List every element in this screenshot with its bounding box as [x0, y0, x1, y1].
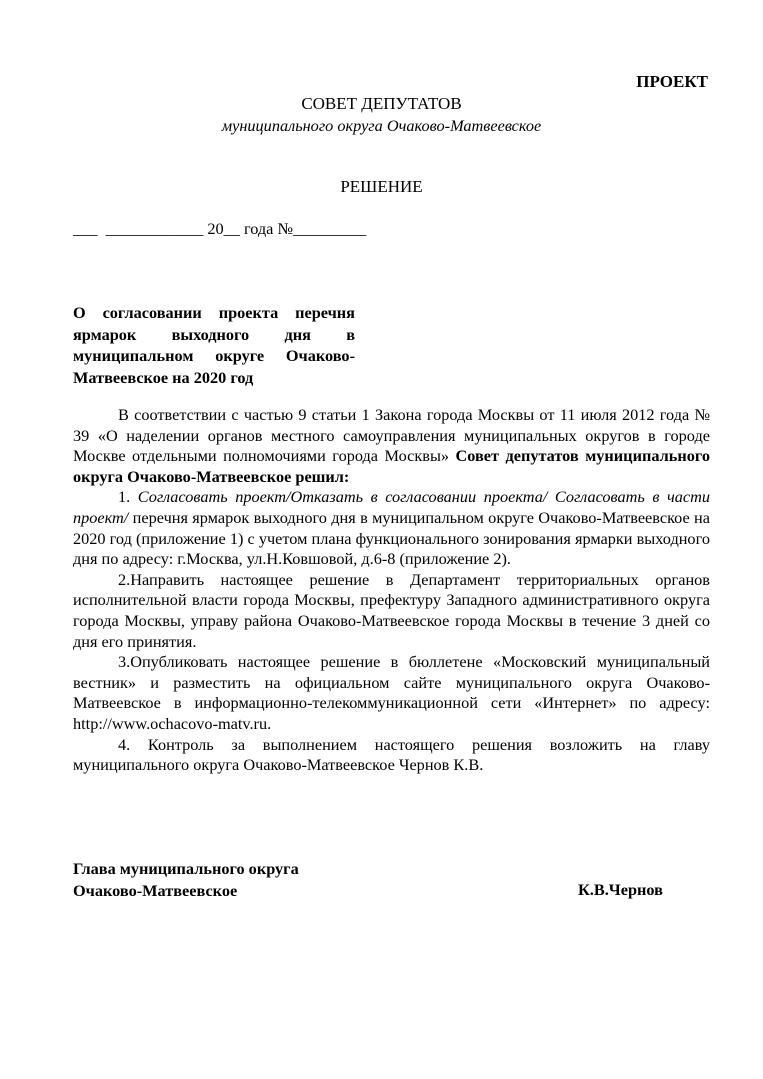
- decision-subject: О согласовании проекта перечня ярмарок выходного дня в муниципальном округе Очаково-Матвеевское на 2020 год: [73, 303, 355, 387]
- signature-name: К.В.Чернов: [578, 880, 663, 899]
- signature-title: [73, 858, 299, 902]
- item-4: 4. Контроль за выполнением настоящего решения возложить на главу муниципального округа Очаково-Матвеевское Чернов К.В.: [73, 734, 710, 775]
- decision-title: РЕШЕНИЕ: [340, 177, 423, 196]
- date-number-line: ___ ____________ 20__ года №_________: [73, 219, 367, 238]
- item-1-text: перечня ярмарок выходного дня в муниципальном округе Очаково-Матвеевское на 2020 год (приложение 1) с учетом плана функционального зонирования ярмарки выходного дня по адресу: г.Москва, ул.Н.Ковшовой, д.6-8 (приложение 2).: [73, 507, 710, 569]
- intro-text: В соответствии с частью 9 статьи 1 Закона города Москвы от 11 июля 2012 года № 39 «О наделении органов местного самоуправления муниципальных округов в городе Москве отдельными полномочиями города Москвы»: [73, 405, 710, 466]
- item-1-number: 1.: [118, 487, 138, 507]
- item-2: 2.Направить настоящее решение в Департамент территориальных органов исполнительной власти города Москвы, префектуру Западного административного округа города Москвы, управу района Очаково-Матвеевское города Москвы в течение 3 дней со дня его принятия.: [73, 569, 710, 651]
- signature-title-line1: Глава муниципального округа: [73, 859, 299, 878]
- draft-label: ПРОЕКТ: [636, 72, 708, 91]
- intro-paragraph: [73, 405, 710, 487]
- district-subtitle: муниципального округа Очаково-Матвеевское: [221, 116, 542, 135]
- decision-body: [73, 405, 710, 776]
- item-1: [73, 487, 710, 569]
- item-1-options: Согласовать проект/Отказать в согласовании проекта/ Согласовать в части проект/: [73, 487, 710, 527]
- signature-title-line2: Очаково-Матвеевское: [73, 881, 238, 900]
- council-title: СОВЕТ ДЕПУТАТОВ: [301, 94, 462, 113]
- intro-resolution: Совет депутатов муниципального округа Очаково-Матвеевское решил:: [73, 446, 711, 486]
- item-3: 3.Опубликовать настоящее решение в бюллетене «Московский муниципальный вестник» и разместить на официальном сайте муниципального округа Очаково-Матвеевское в информационно-телекоммуникационной сети «Интернет» по адресу: http://www.ochacovo-matv.ru.: [73, 652, 710, 733]
